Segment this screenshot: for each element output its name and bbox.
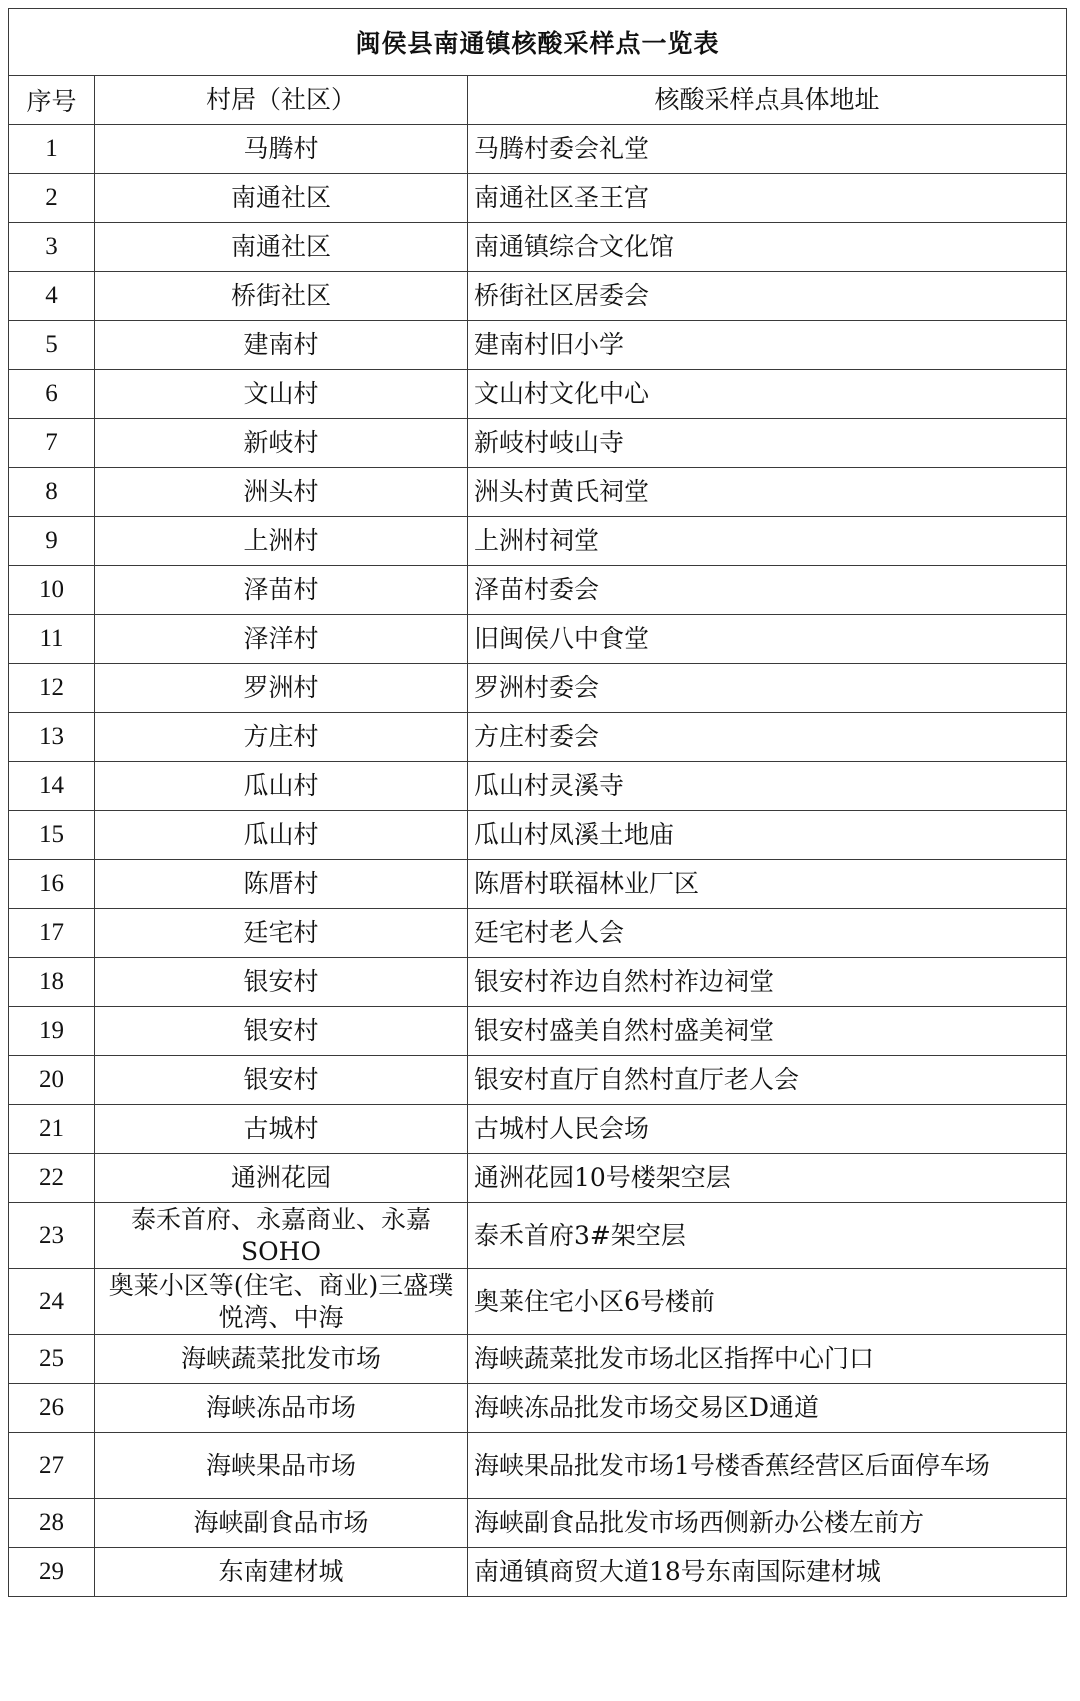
- row-village: 泰禾首府、永嘉商业、永嘉SOHO: [95, 1203, 468, 1269]
- table-row: [9, 713, 1067, 762]
- row-village: 古城村: [95, 1105, 468, 1154]
- row-index: 27: [9, 1433, 95, 1499]
- row-village: 银安村: [95, 1007, 468, 1056]
- table-row: [9, 223, 1067, 272]
- table-row: [9, 125, 1067, 174]
- row-index: 15: [9, 811, 95, 860]
- sampling-sites-table: [8, 8, 1067, 1597]
- table-title: 闽侯县南通镇核酸采样点一览表: [9, 9, 1067, 76]
- row-address: 陈厝村联福林业厂区: [468, 860, 1067, 909]
- row-village: 瓜山村: [95, 811, 468, 860]
- table-row: [9, 958, 1067, 1007]
- row-address: 海峡冻品批发市场交易区D通道: [468, 1384, 1067, 1433]
- row-village: 南通社区: [95, 223, 468, 272]
- row-address: 马腾村委会礼堂: [468, 125, 1067, 174]
- table-row: [9, 174, 1067, 223]
- row-village: 泽洋村: [95, 615, 468, 664]
- row-village: 通洲花园: [95, 1154, 468, 1203]
- header-address: 核酸采样点具体地址: [468, 76, 1067, 125]
- row-address: 奥莱住宅小区6号楼前: [468, 1269, 1067, 1335]
- row-village: 海峡蔬菜批发市场: [95, 1335, 468, 1384]
- row-index: 8: [9, 468, 95, 517]
- row-village: 桥街社区: [95, 272, 468, 321]
- table-row: [9, 1203, 1067, 1269]
- table-row: [9, 1056, 1067, 1105]
- row-village: 罗洲村: [95, 664, 468, 713]
- row-index: 29: [9, 1548, 95, 1597]
- table-row: [9, 1499, 1067, 1548]
- row-index: 24: [9, 1269, 95, 1335]
- row-index: 4: [9, 272, 95, 321]
- row-village: 洲头村: [95, 468, 468, 517]
- row-index: 1: [9, 125, 95, 174]
- table-row: [9, 517, 1067, 566]
- row-address: 罗洲村委会: [468, 664, 1067, 713]
- row-address: 旧闽侯八中食堂: [468, 615, 1067, 664]
- row-village: 南通社区: [95, 174, 468, 223]
- row-index: 17: [9, 909, 95, 958]
- row-address: 建南村旧小学: [468, 321, 1067, 370]
- row-address: 南通镇商贸大道18号东南国际建材城: [468, 1548, 1067, 1597]
- row-village: 海峡副食品市场: [95, 1499, 468, 1548]
- row-index: 2: [9, 174, 95, 223]
- row-address: 泽苗村委会: [468, 566, 1067, 615]
- header-index: 序号: [9, 76, 95, 125]
- header-row: [9, 76, 1067, 125]
- row-address: 通洲花园10号楼架空层: [468, 1154, 1067, 1203]
- row-index: 9: [9, 517, 95, 566]
- row-address: 桥街社区居委会: [468, 272, 1067, 321]
- row-address: 南通镇综合文化馆: [468, 223, 1067, 272]
- row-village: 东南建材城: [95, 1548, 468, 1597]
- table-row: [9, 1335, 1067, 1384]
- row-village: 银安村: [95, 1056, 468, 1105]
- row-address: 上洲村祠堂: [468, 517, 1067, 566]
- row-index: 19: [9, 1007, 95, 1056]
- table-row: [9, 860, 1067, 909]
- table-row: [9, 370, 1067, 419]
- table-row: [9, 419, 1067, 468]
- row-address: 银安村祚边自然村祚边祠堂: [468, 958, 1067, 1007]
- row-index: 22: [9, 1154, 95, 1203]
- row-index: 7: [9, 419, 95, 468]
- row-index: 20: [9, 1056, 95, 1105]
- row-index: 3: [9, 223, 95, 272]
- row-address: 瓜山村凤溪土地庙: [468, 811, 1067, 860]
- row-index: 16: [9, 860, 95, 909]
- row-village: 廷宅村: [95, 909, 468, 958]
- row-village: 海峡冻品市场: [95, 1384, 468, 1433]
- table-row: [9, 664, 1067, 713]
- table-row: [9, 615, 1067, 664]
- table-row: [9, 1154, 1067, 1203]
- row-address: 南通社区圣王宫: [468, 174, 1067, 223]
- table-row: [9, 468, 1067, 517]
- table-row: [9, 1105, 1067, 1154]
- row-village: 银安村: [95, 958, 468, 1007]
- table-row: [9, 1007, 1067, 1056]
- row-village: 瓜山村: [95, 762, 468, 811]
- row-index: 11: [9, 615, 95, 664]
- row-address: 泰禾首府3#架空层: [468, 1203, 1067, 1269]
- row-address: 海峡果品批发市场1号楼香蕉经营区后面停车场: [468, 1433, 1067, 1499]
- table-row: [9, 566, 1067, 615]
- title-row: [9, 9, 1067, 76]
- row-address: 文山村文化中心: [468, 370, 1067, 419]
- sampling-sites-document: [8, 8, 1066, 1597]
- row-index: 23: [9, 1203, 95, 1269]
- row-village: 建南村: [95, 321, 468, 370]
- row-index: 14: [9, 762, 95, 811]
- table-row: [9, 321, 1067, 370]
- table-row: [9, 272, 1067, 321]
- row-address: 瓜山村灵溪寺: [468, 762, 1067, 811]
- row-village: 上洲村: [95, 517, 468, 566]
- row-village: 马腾村: [95, 125, 468, 174]
- table-row: [9, 909, 1067, 958]
- row-village: 海峡果品市场: [95, 1433, 468, 1499]
- row-address: 银安村盛美自然村盛美祠堂: [468, 1007, 1067, 1056]
- row-address: 新岐村岐山寺: [468, 419, 1067, 468]
- row-address: 方庄村委会: [468, 713, 1067, 762]
- row-index: 5: [9, 321, 95, 370]
- table-row: [9, 762, 1067, 811]
- row-village: 新岐村: [95, 419, 468, 468]
- row-index: 25: [9, 1335, 95, 1384]
- row-address: 海峡蔬菜批发市场北区指挥中心门口: [468, 1335, 1067, 1384]
- row-village: 方庄村: [95, 713, 468, 762]
- table-row: [9, 1433, 1067, 1499]
- row-village: 文山村: [95, 370, 468, 419]
- table-row: [9, 1269, 1067, 1335]
- row-village: 泽苗村: [95, 566, 468, 615]
- row-village: 陈厝村: [95, 860, 468, 909]
- table-row: [9, 1548, 1067, 1597]
- row-address: 古城村人民会场: [468, 1105, 1067, 1154]
- row-index: 13: [9, 713, 95, 762]
- table-row: [9, 1384, 1067, 1433]
- row-address: 洲头村黄氏祠堂: [468, 468, 1067, 517]
- row-address: 廷宅村老人会: [468, 909, 1067, 958]
- row-index: 21: [9, 1105, 95, 1154]
- row-index: 12: [9, 664, 95, 713]
- table-row: [9, 811, 1067, 860]
- row-address: 银安村直厅自然村直厅老人会: [468, 1056, 1067, 1105]
- row-index: 6: [9, 370, 95, 419]
- row-index: 26: [9, 1384, 95, 1433]
- row-index: 18: [9, 958, 95, 1007]
- header-village: 村居（社区）: [95, 76, 468, 125]
- row-index: 10: [9, 566, 95, 615]
- row-address: 海峡副食品批发市场西侧新办公楼左前方: [468, 1499, 1067, 1548]
- row-index: 28: [9, 1499, 95, 1548]
- row-village: 奥莱小区等(住宅、商业)三盛璞悦湾、中海: [95, 1269, 468, 1335]
